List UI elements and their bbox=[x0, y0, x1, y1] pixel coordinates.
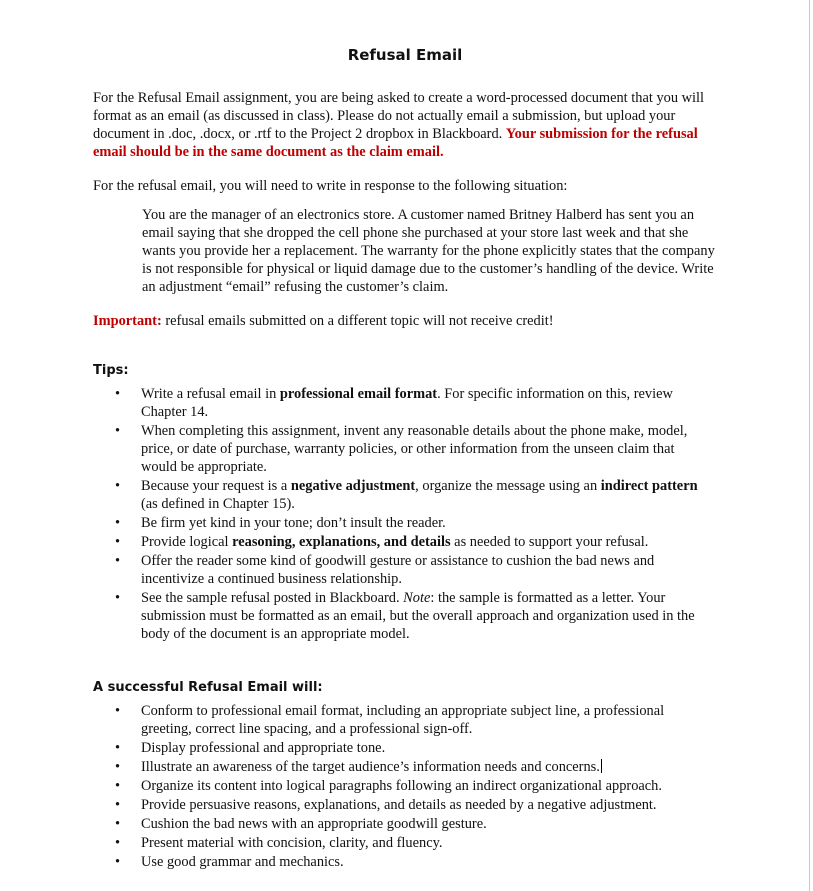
bullet: • bbox=[115, 386, 121, 402]
important-text: refusal emails submitted on a different topic will not receive credit! bbox=[161, 313, 554, 329]
tip-item: • See the sample refusal posted in Blackboard. Note: the sample is formatted as a letter. Your submission must be formatted as an email, but the overall approach and organization used in the body of the document is an appropriate model. bbox=[115, 590, 695, 642]
tips-heading: Tips: bbox=[93, 363, 129, 378]
intro-text: For the Refusal Email assignment, you are being asked to create a word-processed document that you will format as an email (as discussed in class). Please do not actually email a submission, but upload your document in .doc, .docx, or .rtf to the Project 2 dropbox in Blackboard. bbox=[93, 90, 705, 142]
bullet: • bbox=[115, 797, 121, 813]
bullet: • bbox=[115, 534, 121, 550]
tip-item: • Write a refusal email in professional email format. For specific information on this, review Chapter 14. bbox=[115, 386, 673, 420]
tip-item: • When completing this assignment, invent any reasonable details about the phone make, model, price, or date of purchase, warranty policies, or other information from the unseen claim that would be appropriate. bbox=[115, 423, 688, 475]
criteria-item: • Present material with concision, clarity, and fluency. bbox=[115, 835, 443, 851]
tip-item: • Because your request is a negative adjustment, organize the message using an indirect pattern (as defined in Chapter 15). bbox=[115, 478, 698, 512]
text-cursor bbox=[601, 759, 602, 773]
criteria-list bbox=[93, 702, 723, 871]
scenario-paragraph: You are the manager of an electronics store. A customer named Britney Halberd has sent you an email saying that she dropped the cell phone she purchased at your store last week and that she wants you provide her a replacement. The warranty for the phone explicitly states that the company is not responsible for physical or liquid damage due to the customer’s handling of the device. Write an adjustment “email” refusing the customer’s claim. bbox=[142, 207, 715, 295]
bullet: • bbox=[115, 759, 121, 775]
criteria-item: • Cushion the bad news with an appropriate goodwill gesture. bbox=[115, 816, 487, 832]
bullet: • bbox=[115, 778, 121, 794]
bullet: • bbox=[115, 515, 121, 531]
bullet: • bbox=[115, 703, 121, 719]
bullet: • bbox=[115, 854, 121, 870]
intro-emphasis: Your submission for the refusal email should be in the same document as the claim email. bbox=[93, 126, 698, 160]
criteria-heading: A successful Refusal Email will: bbox=[93, 680, 323, 695]
tip-item: • Provide logical reasoning, explanations, and details as needed to support your refusal. bbox=[115, 534, 649, 550]
criteria-item: • Use good grammar and mechanics. bbox=[115, 854, 344, 870]
bullet: • bbox=[115, 835, 121, 851]
bullet: • bbox=[115, 553, 121, 569]
criteria-item: • Organize its content into logical paragraphs following an indirect organizational approach. bbox=[115, 778, 662, 794]
situation-intro: For the refusal email, you will need to write in response to the following situation: bbox=[93, 178, 568, 194]
tip-item: • Offer the reader some kind of goodwill gesture or assistance to cushion the bad news and incentivize a continued business relationship. bbox=[115, 553, 655, 587]
bullet: • bbox=[115, 590, 121, 606]
important-label: Important: bbox=[93, 313, 162, 329]
criteria-item: • Illustrate an awareness of the target audience’s information needs and concerns. bbox=[115, 759, 600, 775]
bullet: • bbox=[115, 816, 121, 832]
criteria-item: • Provide persuasive reasons, explanations, and details as needed by a negative adjustment. bbox=[115, 797, 657, 813]
bullet: • bbox=[115, 740, 121, 756]
bullet: • bbox=[115, 423, 121, 439]
document-body[interactable] bbox=[93, 89, 723, 872]
tip-item: • Be firm yet kind in your tone; don’t insult the reader. bbox=[115, 515, 446, 531]
intro-paragraph bbox=[93, 89, 723, 161]
tips-list bbox=[93, 385, 723, 643]
criteria-item: • Conform to professional email format, including an appropriate subject line, a professional greeting, correct line spacing, and a professional sign-off. bbox=[115, 703, 665, 737]
important-note bbox=[93, 312, 723, 330]
page-title: Refusal Email bbox=[347, 46, 463, 64]
bullet: • bbox=[115, 478, 121, 494]
criteria-item: • Display professional and appropriate tone. bbox=[115, 740, 386, 756]
